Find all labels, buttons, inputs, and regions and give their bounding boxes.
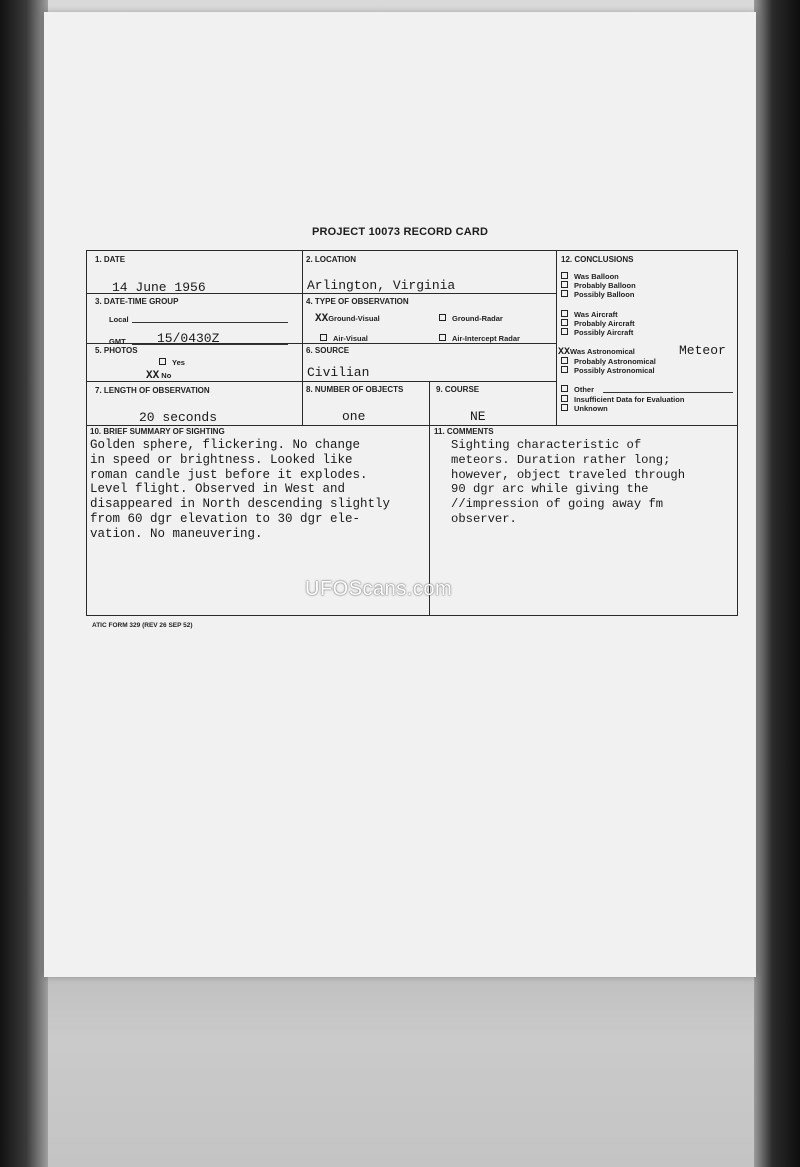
source-label: 6. SOURCE (306, 346, 350, 355)
conclusions-label: 12. CONCLUSIONS (561, 255, 634, 264)
unknown-option: Unknown (561, 404, 608, 413)
checkbox (561, 385, 568, 392)
photos-yes-option: Yes (159, 358, 185, 367)
watermark: UFOScans.com (305, 578, 453, 600)
checkbox (561, 319, 568, 326)
divider (556, 251, 557, 425)
scan-right-edge (754, 0, 800, 1167)
checkbox (561, 328, 568, 335)
checkbox (561, 366, 568, 373)
source-value: Civilian (307, 365, 370, 380)
date-value: 14 June 1956 (112, 280, 206, 295)
possibly-balloon-option: Possibly Balloon (561, 290, 634, 299)
photos-no-mark: XX (146, 370, 160, 382)
divider (87, 425, 737, 426)
location-value: Arlington, Virginia (307, 278, 456, 293)
astro-mark: XX (558, 347, 571, 358)
summary-label: 10. BRIEF SUMMARY OF SIGHTING (90, 427, 225, 436)
probably-astronomical-option: Probably Astronomical (561, 357, 656, 366)
checkbox (561, 272, 568, 279)
possibly-astronomical-option: Possibly Astronomical (561, 366, 655, 375)
checkbox (159, 358, 166, 365)
scan-left-edge (0, 0, 48, 1167)
astro-value: Meteor (679, 343, 726, 358)
num-objects-label: 8. NUMBER OF OBJECTS (306, 385, 404, 394)
checkbox (561, 395, 568, 402)
air-intercept-option: Air-Intercept Radar (439, 334, 520, 343)
other-underline (603, 392, 733, 393)
gmt-label: GMT (109, 337, 126, 346)
scan-bottom-shade (0, 955, 800, 1167)
checkbox (561, 281, 568, 288)
was-aircraft-option: Was Aircraft (561, 310, 618, 319)
probably-balloon-option: Probably Balloon (561, 281, 636, 290)
checkbox (561, 404, 568, 411)
checkbox (320, 334, 327, 341)
was-balloon-option: Was Balloon (561, 272, 619, 281)
divider (302, 251, 303, 425)
possibly-aircraft-option: Possibly Aircraft (561, 328, 633, 337)
checkbox (561, 290, 568, 297)
local-underline (132, 322, 288, 323)
checkbox (439, 314, 446, 321)
length-label: 7. LENGTH OF OBSERVATION (95, 386, 210, 395)
comments-label: 11. COMMENTS (434, 427, 494, 436)
comments-text: Sighting characteristic of meteors. Duration rather long; however, object traveled through 90 dgr arc while giving the //impression of going away fm observer. (451, 438, 686, 526)
other-option: Other (561, 385, 594, 394)
date-label: 1. DATE (95, 255, 126, 264)
dtg-label: 3. DATE-TIME GROUP (95, 297, 179, 306)
air-visual-option: Air-Visual (320, 334, 368, 343)
length-value: 20 seconds (139, 410, 218, 425)
card-title: PROJECT 10073 RECORD CARD (312, 226, 489, 238)
gmt-value: 15/0430Z (157, 331, 220, 346)
observation-type-label: 4. TYPE OF OBSERVATION (306, 297, 409, 306)
local-label: Local (109, 315, 129, 324)
photos-label: 5. PHOTOS (95, 346, 138, 355)
course-value: NE (470, 409, 486, 424)
probably-aircraft-option: Probably Aircraft (561, 319, 635, 328)
course-label: 9. COURSE (436, 385, 480, 394)
checkbox (439, 334, 446, 341)
ground-visual-option: XXGround-Visual (315, 313, 380, 325)
insufficient-option: Insufficient Data for Evaluation (561, 395, 684, 404)
checkbox (561, 310, 568, 317)
form-id: ATIC FORM 329 (REV 26 SEP 52) (92, 622, 193, 629)
ground-visual-mark: XX (315, 313, 329, 325)
location-label: 2. LOCATION (306, 255, 357, 264)
summary-text: Golden sphere, flickering. No change in speed or brightness. Looked like roman candle just before it explodes. Level flight. Observed in West and disappeared in North descending slightly from 60 dgr elevation to 30 dgr ele- vation. No maneuvering. (90, 438, 391, 541)
ground-radar-option: Ground-Radar (439, 314, 503, 323)
was-astronomical-option: XXWas Astronomical (558, 347, 635, 358)
num-objects-value: one (342, 409, 366, 424)
photos-no-option: XX No (146, 370, 172, 382)
checkbox (561, 357, 568, 364)
